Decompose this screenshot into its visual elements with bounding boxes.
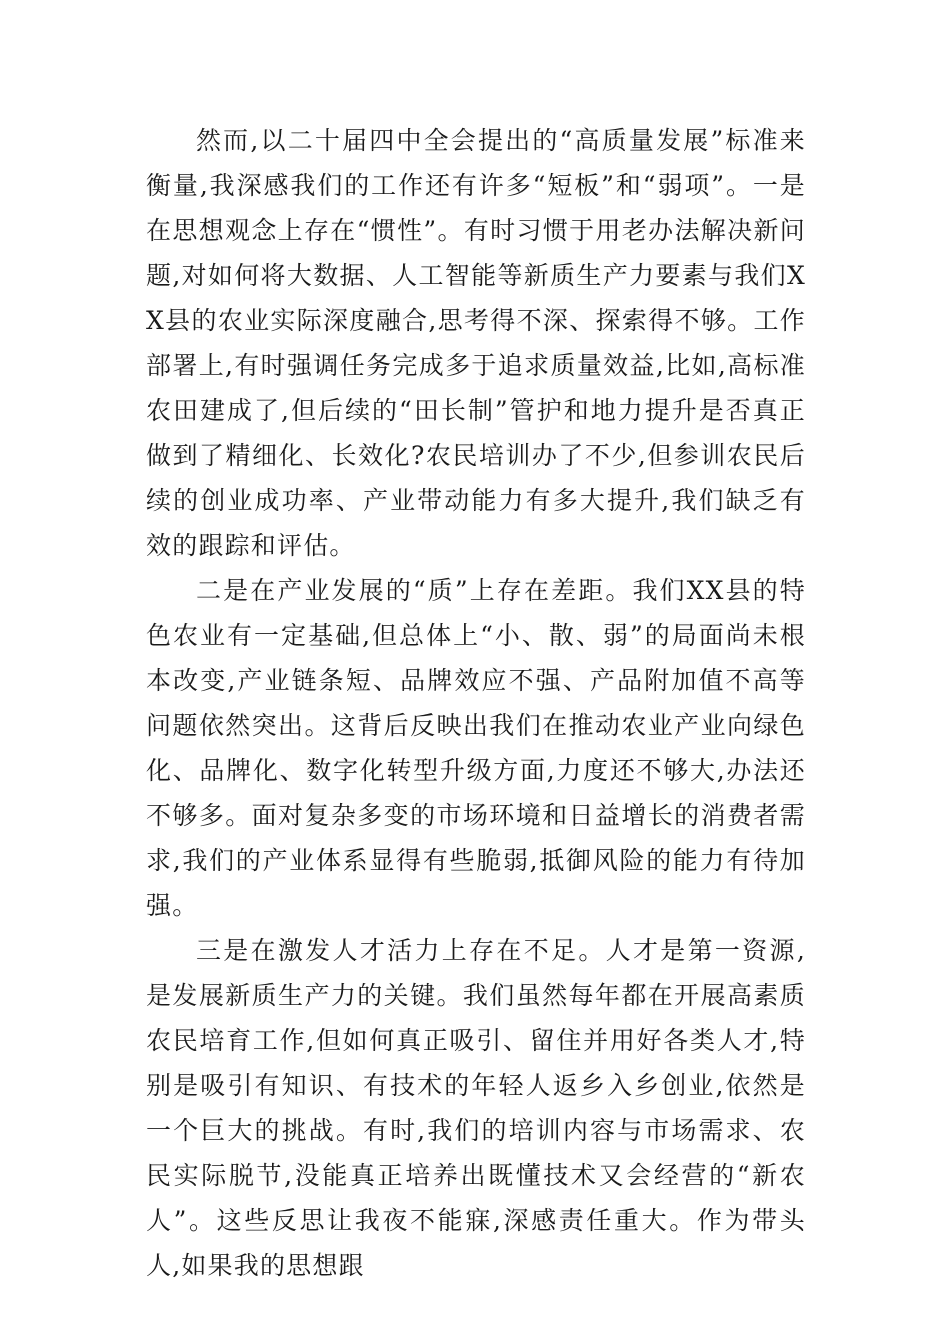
paragraph-2: 二是在产业发展的“质”上存在差距。我们XX县的特色农业有一定基础,但总体上“小、散、弱”的局面尚未根本改变,产业链条短、品牌效应不强、产品附加值不高等问题依然突出。这背后反映出我们在推动农业产业向绿色化、品牌化、数字化转型升级方面,力度还不够大,办法还不够多。面对复杂多变的市场环境和日益增长的消费者需求,我们的产业体系显得有些脆弱,抵御风险的能力有待加强。 [146, 576, 806, 920]
document-body [146, 118, 806, 1288]
paragraph-1: 然而,以二十届四中全会提出的“高质量发展”标准来衡量,我深感我们的工作还有许多“短板”和“弱项”。一是在思想观念上存在“惯性”。有时习惯于用老办法解决新问题,对如何将大数据、人工智能等新质生产力要素与我们XX县的农业实际深度融合,思考得不深、探索得不够。工作部署上,有时强调任务完成多于追求质量效益,比如,高标准农田建成了,但后续的“田长制”管护和地力提升是否真正做到了精细化、长效化?农民培训办了不少,但参训农民后续的创业成功率、产业带动能力有多大提升,我们缺乏有效的跟踪和评估。 [146, 126, 806, 560]
paragraph-3: 三是在激发人才活力上存在不足。人才是第一资源,是发展新质生产力的关键。我们虽然每年都在开展高素质农民培育工作,但如何真正吸引、留住并用好各类人才,特别是吸引有知识、有技术的年轻人返乡入乡创业,依然是一个巨大的挑战。有时,我们的培训内容与市场需求、农民实际脱节,没能真正培养出既懂技术又会经营的“新农人”。这些反思让我夜不能寐,深感责任重大。作为带头人,如果我的思想跟 [146, 936, 806, 1280]
